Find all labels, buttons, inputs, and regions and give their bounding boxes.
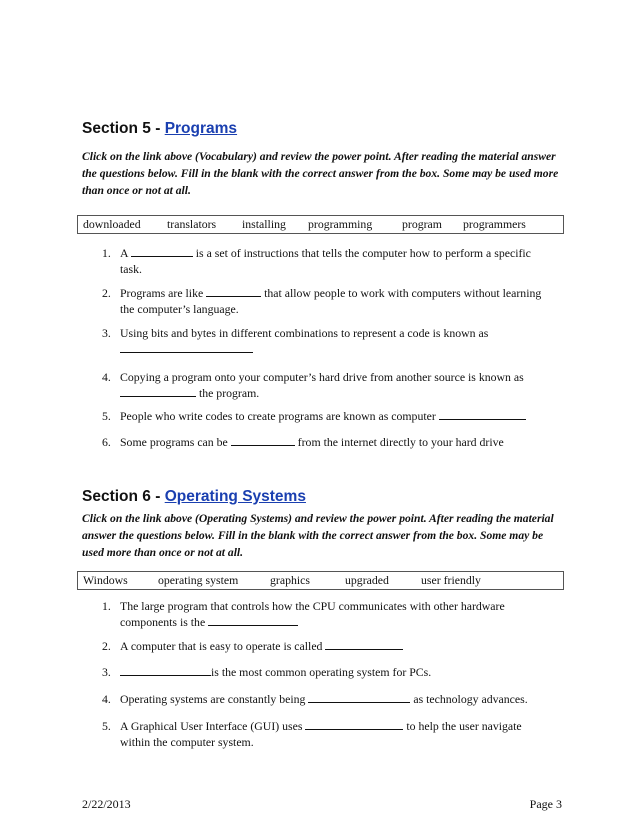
section-5-title-prefix: Section 5 - <box>82 120 165 137</box>
word: programming <box>308 217 373 231</box>
section-6-title-prefix: Section 6 - <box>82 488 165 505</box>
footer-date: 2/22/2013 <box>82 797 131 811</box>
question-text: A <box>120 246 131 260</box>
question <box>102 245 547 277</box>
answer-blank[interactable] <box>231 434 295 446</box>
answer-blank[interactable] <box>206 285 261 297</box>
question <box>102 285 547 317</box>
word: installing <box>242 217 286 231</box>
section-5-word-box <box>77 215 564 234</box>
section-6-instructions: Click on the link above (Operating Systems) and review the power point. After reading the material answer the questions below. Fill in the blank with the correct answer from the box. Some may be used more than once or not at all. <box>82 512 554 559</box>
answer-blank[interactable] <box>131 245 193 257</box>
question-text: The large program that controls how the CPU communicates with other hardware components is the <box>120 599 505 629</box>
answer-blank[interactable] <box>305 718 403 730</box>
question-text: A computer that is easy to operate is called <box>120 639 326 653</box>
question-text: Copying a program onto your computer’s hard drive from another source is known as <box>120 370 524 384</box>
question <box>102 638 547 654</box>
answer-blank[interactable] <box>120 664 211 676</box>
word: graphics <box>270 573 310 587</box>
question-text: People who write codes to create programs are known as computer <box>120 409 439 423</box>
word: upgraded <box>345 573 389 587</box>
section-6 <box>82 488 562 561</box>
question-number: 5. <box>102 409 111 423</box>
question-number: 1. <box>102 599 111 613</box>
section-5 <box>82 120 562 199</box>
question-number: 4. <box>102 692 111 706</box>
question <box>102 325 547 357</box>
question-text: is a set of instructions that tells the computer how to perform a specific task. <box>120 246 531 276</box>
word: operating system <box>158 573 239 587</box>
word: programmers <box>463 217 526 231</box>
question-number: 2. <box>102 639 111 653</box>
question-number: 3. <box>102 665 111 679</box>
programs-link[interactable]: Programs <box>164 120 238 137</box>
question <box>102 691 547 707</box>
section-6-title <box>82 488 562 506</box>
section-6-word-box <box>77 571 564 590</box>
question-number: 5. <box>102 719 111 733</box>
answer-blank[interactable] <box>120 385 196 397</box>
question-text: is the most common operating system for PCs. <box>211 665 432 679</box>
question-number: 4. <box>102 370 111 384</box>
question-text: Some programs can be <box>120 435 231 449</box>
answer-blank[interactable] <box>325 638 403 650</box>
section-5-title <box>82 120 562 138</box>
word: user friendly <box>421 573 481 587</box>
question-text: A Graphical User Interface (GUI) uses <box>120 719 306 733</box>
question-text: the program. <box>196 386 260 400</box>
question-number: 2. <box>102 286 111 300</box>
word: program <box>402 217 442 231</box>
question-text: from the internet directly to your hard drive <box>294 435 504 449</box>
question <box>102 434 547 450</box>
answer-blank[interactable] <box>439 408 526 420</box>
question-text: to help the user navigate within the computer system. <box>120 719 522 749</box>
question-text: Using bits and bytes in different combinations to represent a code is known as <box>120 326 489 340</box>
word: downloaded <box>83 217 141 231</box>
question-text: Operating systems are constantly being <box>120 692 309 706</box>
word: translators <box>167 217 217 231</box>
operating-systems-link[interactable]: Operating Systems <box>164 488 306 505</box>
question <box>102 369 547 401</box>
question-number: 3. <box>102 326 111 340</box>
question-text: Programs are like <box>120 286 207 300</box>
answer-blank[interactable] <box>208 614 298 626</box>
word: Windows <box>83 573 128 587</box>
question-number: 6. <box>102 435 111 449</box>
answer-blank[interactable] <box>120 341 253 353</box>
footer-page-number: Page 3 <box>529 797 562 811</box>
question <box>102 718 547 750</box>
question <box>102 408 547 424</box>
question <box>102 598 547 630</box>
question-text: as technology advances. <box>410 692 528 706</box>
answer-blank[interactable] <box>308 691 410 703</box>
question <box>102 664 547 680</box>
question-number: 1. <box>102 246 111 260</box>
section-5-instructions: Click on the link above (Vocabulary) and review the power point. After reading the material answer the questions below. Fill in the blank with the correct answer from the box. Some may be used more than once or not at all. <box>82 150 559 197</box>
question-text: that allow people to work with computers without learning the computer’s language. <box>120 286 542 316</box>
